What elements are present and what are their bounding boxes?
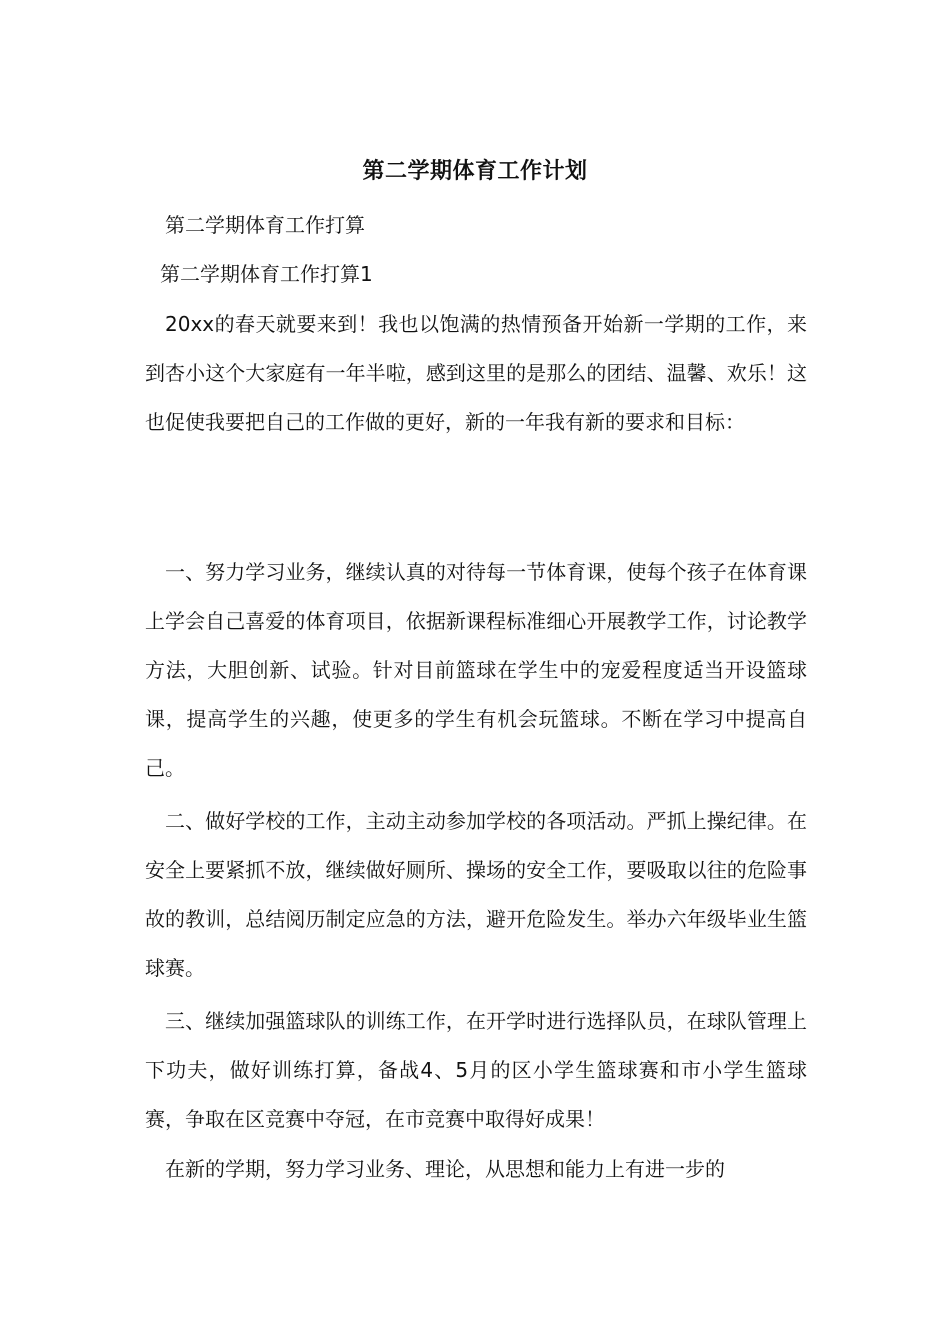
document-subtitle: 第二学期体育工作打算 [165, 213, 365, 237]
paragraph-item-2: 二、做好学校的工作，主动主动参加学校的各项活动。严抓上操纪律。在安全上要紧抓不放，继续做好厕所、操场的安全工作，要吸取以往的危险事故的教训，总结阅历制定应急的方法，避开危险发生。举办六年级毕业生篮球赛。 [145, 809, 807, 980]
paragraph-intro: 20xx的春天就要来到！我也以饱满的热情预备开始新一学期的工作，来到杏小这个大家庭有一年半啦，感到这里的是那么的团结、温馨、欢乐！这也促使我要把自己的工作做的更好，新的一年我有新的要求和目标： [145, 312, 807, 434]
section-heading: 第二学期体育工作打算1 [160, 262, 373, 286]
document-title: 第二学期体育工作计划 [362, 158, 588, 184]
paragraph-closing: 在新的学期，努力学习业务、理论，从思想和能力上有进一步的 [165, 1157, 725, 1181]
paragraph-item-3: 三、继续加强篮球队的训练工作，在开学时进行选择队员，在球队管理上下功夫，做好训练打算，备战4、5月的区小学生篮球赛和市小学生篮球赛，争取在区竞赛中夺冠，在市竞赛中取得好成果！ [145, 1009, 807, 1131]
paragraph-item-1: 一、努力学习业务，继续认真的对待每一节体育课，使每个孩子在体育课上学会自己喜爱的体育项目，依据新课程标准细心开展教学工作，讨论教学方法，大胆创新、试验。针对目前篮球在学生中的宠爱程度适当开设篮球课，提高学生的兴趣，使更多的学生有机会玩篮球。不断在学习中提高自己。 [145, 560, 807, 780]
